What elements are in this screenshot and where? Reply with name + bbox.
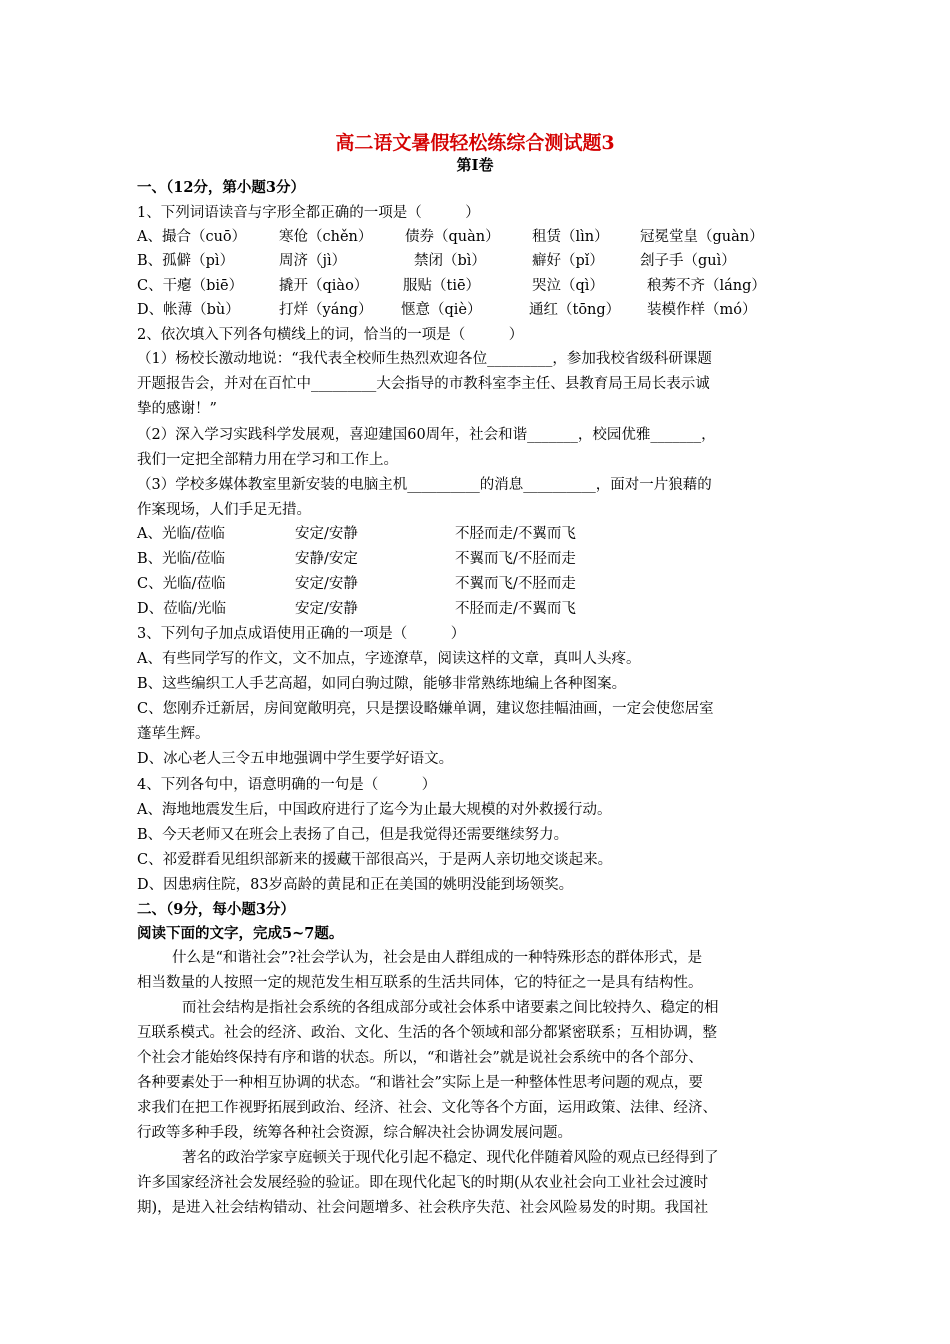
section1-heading: 一、（12分，第小题3分） <box>137 179 306 196</box>
passage-paragraph-1: 什么是“和谐社会”?社会学认为，社会是由人群组成的一种特殊形态的群体形式，是 <box>172 950 703 966</box>
q1-b-item: 禁闭（bì） <box>414 253 486 269</box>
q1-d-item: 通红（tōng） <box>529 302 621 318</box>
q1-d-item: D、帐薄（bù） <box>137 302 240 318</box>
q1-option-d <box>137 298 817 322</box>
q1-a-item: 冠冕堂皇（guàn） <box>640 229 764 245</box>
q1-a-item: 寒伧（chěn） <box>279 229 373 245</box>
q2-sentence-1a: （1）杨校长激动地说：“我代表全校师生热烈欢迎各位_________，参加我校省级科研课题 <box>137 351 712 367</box>
q3-option-d: D、冰心老人三令五申地强调中学生要学好语文。 <box>137 751 454 767</box>
q4-option-b: B、今天老师又在班会上表扬了自己，但是我觉得还需要继续努力。 <box>137 827 569 843</box>
q2-stem: 2、依次填入下列各句横线上的词，恰当的一项是（ ） <box>137 327 524 343</box>
passage-paragraph-3: 著名的政治学家亨庭顿关于现代化引起不稳定、现代化伴随着风险的观点已经得到了 <box>182 1150 719 1166</box>
q1-c-item: 哭泣（qì） <box>532 278 604 294</box>
passage-paragraph-2: 而社会结构是指社会系统的各组成部分或社会体系中诸要素之间比较持久、稳定的相 <box>182 1000 719 1016</box>
q2-b-item: 不翼而飞/不胫而走 <box>455 551 576 567</box>
q1-c-item: 稂莠不齐（láng） <box>647 278 766 294</box>
q1-option-c <box>137 274 817 298</box>
q2-option-b <box>137 547 817 571</box>
q2-d-item: D、莅临/光临 <box>137 601 227 617</box>
q3-option-a: A、有些同学写的作文，文不加点，字迹潦草，阅读这样的文章，真叫人头疼。 <box>137 651 641 667</box>
q2-c-item: C、光临/莅临 <box>137 576 226 592</box>
q1-stem: 1、下列词语读音与字形全都正确的一项是（ ） <box>137 205 480 221</box>
q1-d-item: 惬意（qiè） <box>401 302 482 318</box>
q1-b-item: 刽子手（guì） <box>640 253 736 269</box>
q1-b-item: 癖好（pǐ） <box>532 253 604 269</box>
q2-a-item: 不胫而走/不翼而飞 <box>455 526 576 542</box>
q1-option-a <box>137 225 817 249</box>
q2-c-item: 安定/安静 <box>295 576 358 592</box>
q2-d-item: 不胫而走/不翼而飞 <box>455 601 576 617</box>
q1-b-item: B、孤僻（pì） <box>137 253 235 269</box>
q2-b-item: 安静/安定 <box>295 551 358 567</box>
q4-option-d: D、因患病住院，83岁高龄的黄昆和正在美国的姚明没能到场领奖。 <box>137 877 574 893</box>
passage-paragraph-3-cont: 许多国家经济社会发展经验的验证。即在现代化起飞的时期(从农业社会向工业社会过渡时 <box>137 1175 709 1191</box>
passage-paragraph-2-cont: 行政等多种手段，统筹各种社会资源，综合解决社会协调发展问题。 <box>137 1125 572 1141</box>
section2-heading: 二、（9分，每小题3分） <box>137 901 295 918</box>
q2-option-c <box>137 572 817 596</box>
q2-b-item: B、光临/莅临 <box>137 551 226 567</box>
q1-d-item: 打烊（yáng） <box>279 302 373 318</box>
passage-paragraph-1-cont: 相当数量的人按照一定的规范发生相互联系的生活共同体，它的特征之一是具有结构性。 <box>137 975 703 991</box>
q3-option-c-line2: 蓬荜生辉。 <box>137 726 210 742</box>
q1-c-item: 撬开（qiào） <box>279 278 369 294</box>
q1-d-item: 装模作样（mó） <box>647 302 757 318</box>
q1-c-item: 服贴（tiē） <box>403 278 481 294</box>
passage-paragraph-2-cont: 各种要素处于一种相互协调的状态。“和谐社会”实际上是一种整体性思考问题的观点，要 <box>137 1075 703 1091</box>
passage-paragraph-2-cont: 个社会才能始终保持有序和谐的状态。所以，“和谐社会”就是说社会系统中的各个部分、 <box>137 1050 703 1066</box>
q1-a-item: 债券（quàn） <box>405 229 500 245</box>
q2-sentence-1c: 挚的感谢！” <box>137 401 217 417</box>
q1-c-item: C、干瘪（biē） <box>137 278 244 294</box>
reading-instruction: 阅读下面的文字，完成5~7题。 <box>137 925 344 942</box>
passage-paragraph-3-cont: 期)，是进入社会结构错动、社会问题增多、社会秩序失范、社会风险易发的时期。我国社 <box>137 1200 709 1216</box>
passage-paragraph-2-cont: 求我们在把工作视野拓展到政治、经济、社会、文化等各个方面，运用政策、法律、经济、 <box>137 1100 717 1116</box>
document-title: 高二语文暑假轻松练综合测试题3 <box>335 132 615 154</box>
q2-a-item: 安定/安静 <box>295 526 358 542</box>
q2-a-item: A、光临/莅临 <box>137 526 225 542</box>
q2-c-item: 不翼而飞/不胫而走 <box>455 576 576 592</box>
q4-stem: 4、下列各句中，语意明确的一句是（ ） <box>137 777 437 793</box>
q3-option-b: B、这些编织工人手艺高超，如同白驹过隙，能够非常熟练地编上各种图案。 <box>137 676 627 692</box>
passage-paragraph-2-cont: 互联系模式。社会的经济、政治、文化、生活的各个领域和部分都紧密联系；互相协调，整 <box>137 1025 717 1041</box>
q3-option-c-line1: C、您刚乔迁新居，房间宽敞明亮，只是摆设略嫌单调，建议您挂幅油画，一定会使您居室 <box>137 701 714 717</box>
q2-sentence-2b: 我们一定把全部精力用在学习和工作上。 <box>137 452 398 468</box>
q1-option-b <box>137 249 817 273</box>
q3-stem: 3、下列句子加点成语使用正确的一项是（ ） <box>137 626 466 642</box>
q1-a-item: 租赁（lìn） <box>532 229 609 245</box>
q2-d-item: 安定/安静 <box>295 601 358 617</box>
q1-a-item: A、撮合（cuō） <box>137 229 247 245</box>
document-subtitle: 第Ⅰ卷 <box>456 156 494 174</box>
q2-sentence-2a: （2）深入学习实践科学发展观，喜迎建国60周年，社会和谐_______，校园优雅_______， <box>137 427 716 443</box>
q2-option-a <box>137 522 817 546</box>
q2-sentence-3a: （3）学校多媒体教室里新安装的电脑主机__________的消息__________，面对一片狼藉的 <box>137 477 712 493</box>
q4-option-c: C、祁爱群看见组织部新来的援藏干部很高兴，于是两人亲切地交谈起来。 <box>137 852 613 868</box>
q2-option-d <box>137 597 817 621</box>
q2-sentence-3b: 作案现场，人们手足无措。 <box>137 502 311 518</box>
q2-sentence-1b: 开题报告会，并对在百忙中_________大会指导的市教科室李主任、县教育局王局长表示诚 <box>137 376 710 392</box>
q4-option-a: A、海地地震发生后，中国政府进行了迄今为止最大规模的对外救援行动。 <box>137 802 612 818</box>
q1-b-item: 周济（jì） <box>279 253 347 269</box>
